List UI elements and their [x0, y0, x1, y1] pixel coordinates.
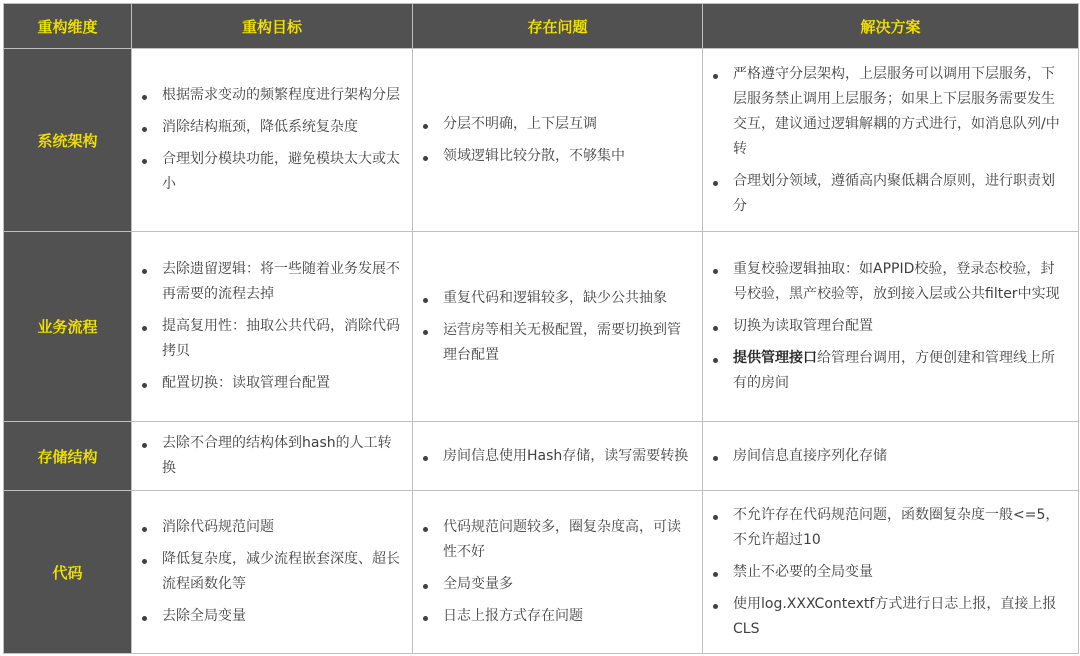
goals-cell [132, 49, 413, 232]
bullet-icon [713, 74, 718, 79]
table-row [4, 422, 1079, 491]
list-item-text: 代码规范问题较多，圈复杂度高，可读性不好 [443, 519, 681, 560]
bullet-icon [713, 358, 718, 363]
list-item-text: 不允许存在代码规范问题，函数圈复杂度一般<=5，不允许超过10 [733, 506, 1060, 548]
list-item [711, 169, 1068, 219]
list-item [711, 503, 1068, 553]
list-item [421, 572, 692, 597]
list-item-text: 重复代码和逻辑较多，缺少公共抽象 [443, 289, 667, 306]
list-item [711, 560, 1068, 585]
bullet-icon [423, 616, 428, 621]
header-dimension: 重构维度 [4, 4, 132, 49]
bullet-icon [142, 443, 147, 448]
list-item-text: 去除不合理的结构体到hash的人工转换 [162, 435, 392, 476]
list-item [140, 431, 402, 481]
solutions-cell [703, 422, 1079, 491]
list-item [711, 62, 1068, 162]
bullet-icon [142, 527, 147, 532]
list-item-text: 降低复杂度，减少流程嵌套深度、超长流程函数化等 [162, 551, 400, 592]
bullet-icon [142, 383, 147, 388]
bullet-icon [142, 269, 147, 274]
list-item-text: 去除全局变量 [162, 608, 246, 624]
list-item-text: 运营房等相关无极配置，需要切换到管理台配置 [443, 321, 681, 363]
bullet-icon [713, 326, 718, 331]
list-item-text: 房间信息直接序列化存储 [733, 447, 887, 464]
list-item [711, 257, 1068, 307]
list-item [140, 147, 402, 197]
list-item-text: 禁止不必要的全局变量 [733, 563, 873, 580]
bullet-icon [142, 326, 147, 331]
list-item [140, 371, 402, 396]
list-item-bold: 提供管理接口 [733, 350, 817, 366]
bullet-icon [423, 298, 428, 303]
list-item-text: 使用log.XXXContextf方式进行日志上报，直接上报CLS [733, 595, 1057, 637]
list-item-text: 日志上报方式存在问题 [443, 608, 583, 624]
bullet-icon [713, 515, 718, 520]
bullet-icon [713, 604, 718, 609]
list-item [140, 515, 402, 540]
list-item-text: 消除结构瓶颈，降低系统复杂度 [162, 119, 358, 135]
problems-cell [413, 232, 703, 422]
list-item [421, 515, 692, 565]
table-row [4, 491, 1079, 654]
solutions-cell [703, 49, 1079, 232]
list-item [140, 547, 402, 597]
list-item-text: 配置切换：读取管理台配置 [162, 375, 330, 391]
list-item [711, 314, 1068, 339]
bullet-icon [423, 584, 428, 589]
header-goals: 重构目标 [132, 4, 413, 49]
list-item [711, 444, 1068, 469]
bullet-icon [713, 456, 718, 461]
list-item-text: 切换为读取管理台配置 [733, 318, 873, 334]
goals-cell [132, 422, 413, 491]
list-item [140, 83, 402, 108]
bullet-icon [713, 181, 718, 186]
bullet-icon [142, 127, 147, 132]
list-item-text: 合理划分领域，遵循高内聚低耦合原则，进行职责划分 [733, 172, 1055, 214]
bullet-icon [142, 159, 147, 164]
bullet-icon [713, 269, 718, 274]
problems-cell [413, 49, 703, 232]
list-item [421, 144, 692, 169]
bullet-icon [142, 559, 147, 564]
bullet-icon [423, 156, 428, 161]
table-row [4, 232, 1079, 422]
table-row [4, 49, 1079, 232]
list-item [711, 346, 1068, 396]
list-item-text: 重复校验逻辑抽取：如APPID校验，登录态校验，封号校验，黑产校验等，放到接入层或公共filter中实现 [733, 261, 1060, 302]
list-item-text: 合理划分模块功能，避免模块太大或太小 [162, 151, 400, 192]
list-item [140, 314, 402, 364]
dimension-cell: 系统架构 [4, 49, 132, 232]
list-item-text: 消除代码规范问题 [162, 519, 274, 535]
bullet-icon [423, 456, 428, 461]
header-solutions: 解决方案 [703, 4, 1079, 49]
dimension-cell: 存储结构 [4, 422, 132, 491]
bullet-icon [713, 572, 718, 577]
list-item [140, 115, 402, 140]
solutions-cell [703, 491, 1079, 654]
list-item [421, 444, 692, 469]
list-item-text: 领域逻辑比较分散，不够集中 [443, 147, 625, 164]
list-item-text: 根据需求变动的频繁程度进行架构分层 [162, 87, 400, 103]
list-item-text: 提高复用性：抽取公共代码，消除代码拷贝 [162, 318, 400, 359]
header-row [4, 4, 1079, 49]
list-item [421, 112, 692, 137]
list-item [140, 604, 402, 629]
list-item [140, 257, 402, 307]
goals-cell [132, 491, 413, 654]
goals-cell [132, 232, 413, 422]
solutions-cell [703, 232, 1079, 422]
list-item-text: 分层不明确，上下层互调 [443, 115, 597, 132]
list-item-text: 全局变量多 [443, 576, 513, 592]
refactor-table [3, 3, 1079, 654]
bullet-icon [423, 527, 428, 532]
list-item-text: 去除遗留逻辑：将一些随着业务发展不再需要的流程去掉 [162, 261, 400, 302]
dimension-cell: 代码 [4, 491, 132, 654]
list-item-text: 房间信息使用Hash存储，读写需要转换 [443, 447, 689, 464]
bullet-icon [142, 616, 147, 621]
list-item-text: 严格遵守分层架构，上层服务可以调用下层服务，下层服务禁止调用上层服务；如果上下层服务需要发生交互，建议通过逻辑解耦的方式进行，如消息队列/中转 [733, 65, 1060, 157]
header-problems: 存在问题 [413, 4, 703, 49]
list-item [421, 604, 692, 629]
bullet-icon [423, 330, 428, 335]
list-item [421, 318, 692, 368]
bullet-icon [423, 124, 428, 129]
list-item [421, 286, 692, 311]
list-item-text: 给管理台调用，方便创建和管理线上所有的房间 [733, 350, 1055, 391]
list-item [711, 592, 1068, 642]
problems-cell [413, 491, 703, 654]
problems-cell [413, 422, 703, 491]
dimension-cell: 业务流程 [4, 232, 132, 422]
bullet-icon [142, 95, 147, 100]
